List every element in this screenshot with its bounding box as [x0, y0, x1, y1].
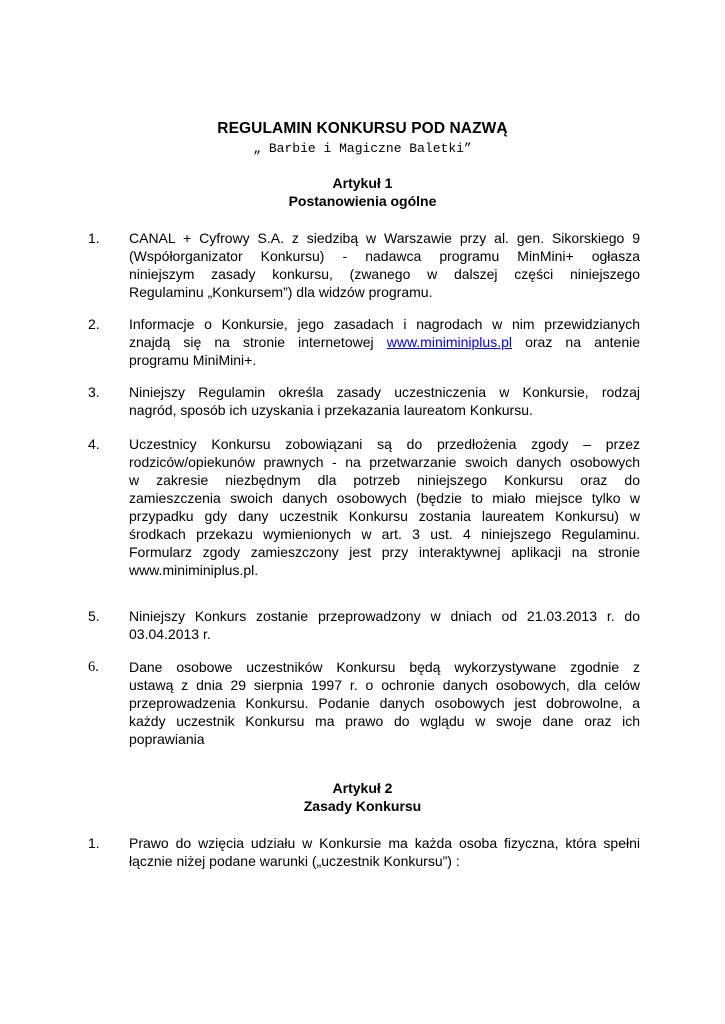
text-line [129, 333, 640, 351]
text-line: www.miniminiplus.pl. [129, 562, 259, 578]
item-text [129, 658, 640, 748]
article-2-header [0, 779, 725, 815]
text-line: każdy uczestnik Konkursu ma prawo do wglądu w swoje dane oraz ich [129, 713, 640, 729]
item-text [129, 435, 640, 579]
item-number: 6. [88, 659, 99, 675]
text-line: poprawiania [129, 731, 205, 747]
text-line: 03.04.2013 r. [129, 626, 211, 642]
text-line: zamieszczenia swoich danych osobowych (będzie to miało miejsce tylko w [129, 490, 640, 506]
text-line: Niniejszy Regulamin określa zasady uczestniczenia w Konkursie, rodzaj [129, 384, 640, 400]
item-number: 4. [88, 436, 100, 452]
website-link[interactable]: www.miniminiplus.pl [386, 334, 512, 350]
document-title: REGULAMIN KONKURSU POD NAZWĄ [217, 120, 508, 137]
text-line: łącznie niżej podane warunki („uczestnik Konkursu”) : [129, 853, 460, 869]
article-2-subheading: Zasady Konkursu [303, 798, 422, 814]
document-subtitle: „ Barbie i Magiczne Baletki” [253, 141, 472, 156]
text-line: nagród, sposób ich uzyskania i przekazania laureatom Konkursu. [129, 402, 533, 418]
item-text [129, 315, 640, 369]
item-text [129, 834, 640, 870]
text-line: Prawo do wzięcia udziału w Konkursie ma każda osoba fizyczna, która spełni [129, 835, 640, 851]
text-segment: znajdą się na stronie internetowej [129, 334, 387, 350]
item-text [129, 229, 640, 301]
text-line: (Współorganizator Konkursu) - nadawca programu MinMini+ ogłasza [129, 248, 640, 264]
article-1-heading: Artykuł 1 [332, 175, 393, 191]
item-number: 1. [88, 230, 100, 246]
text-line: Niniejszy Konkurs zostanie przeprowadzony w dniach od 21.03.2013 r. do [129, 608, 640, 624]
text-line: w zakresie niezbędnym dla potrzeb niniejszego Konkursu oraz do [129, 472, 640, 488]
text-line: Informacje o Konkursie, jego zasadach i nagrodach w nim przewidzianych [129, 316, 640, 332]
text-line: Formularz zgody zamieszczony jest przy interaktywnej aplikacji na stronie [129, 544, 640, 560]
text-line: przypadku gdy dany uczestnik Konkursu zostania laureatem Konkursu) w [129, 508, 640, 524]
text-line: ustawą z dnia 29 sierpnia 1997 r. o ochronie danych osobowych, dla celów [129, 677, 640, 693]
text-line: środkach przekazu wymienionych w art. 3 ust. 4 niniejszego Regulaminu. [129, 526, 640, 542]
text-line: Dane osobowe uczestników Konkursu będą wykorzystywane zgodnie z [129, 659, 640, 675]
article-2-heading: Artykuł 2 [332, 780, 393, 796]
text-line: Regulaminu „Konkursem”) dla widzów programu. [129, 284, 433, 300]
item-text [129, 383, 640, 419]
text-line: niniejszym zasady konkursu, (zwanego w dalszej części niniejszego [129, 266, 640, 282]
text-line: przeprowadzenia Konkursu. Podanie danych osobowych jest dobrowolne, a [129, 695, 640, 711]
item-number: 3. [88, 384, 100, 400]
text-line: rodziców/opiekunów prawnych - na przetwarzanie swoich danych osobowych [129, 454, 640, 470]
item-number: 5. [88, 608, 100, 624]
text-line: Uczestnicy Konkursu zobowiązani są do przedłożenia zgody – przez [129, 436, 640, 452]
item-number: 2. [88, 316, 100, 332]
article-1-subheading: Postanowienia ogólne [288, 193, 437, 209]
article-1-header [0, 174, 725, 210]
text-line: CANAL + Cyfrowy S.A. z siedzibą w Warszawie przy al. gen. Sikorskiego 9 [129, 230, 640, 246]
text-line: programu MiniMini+. [129, 352, 257, 368]
text-segment: oraz na antenie [511, 334, 641, 350]
item-text [129, 607, 640, 643]
item-number: 1. [88, 835, 100, 851]
